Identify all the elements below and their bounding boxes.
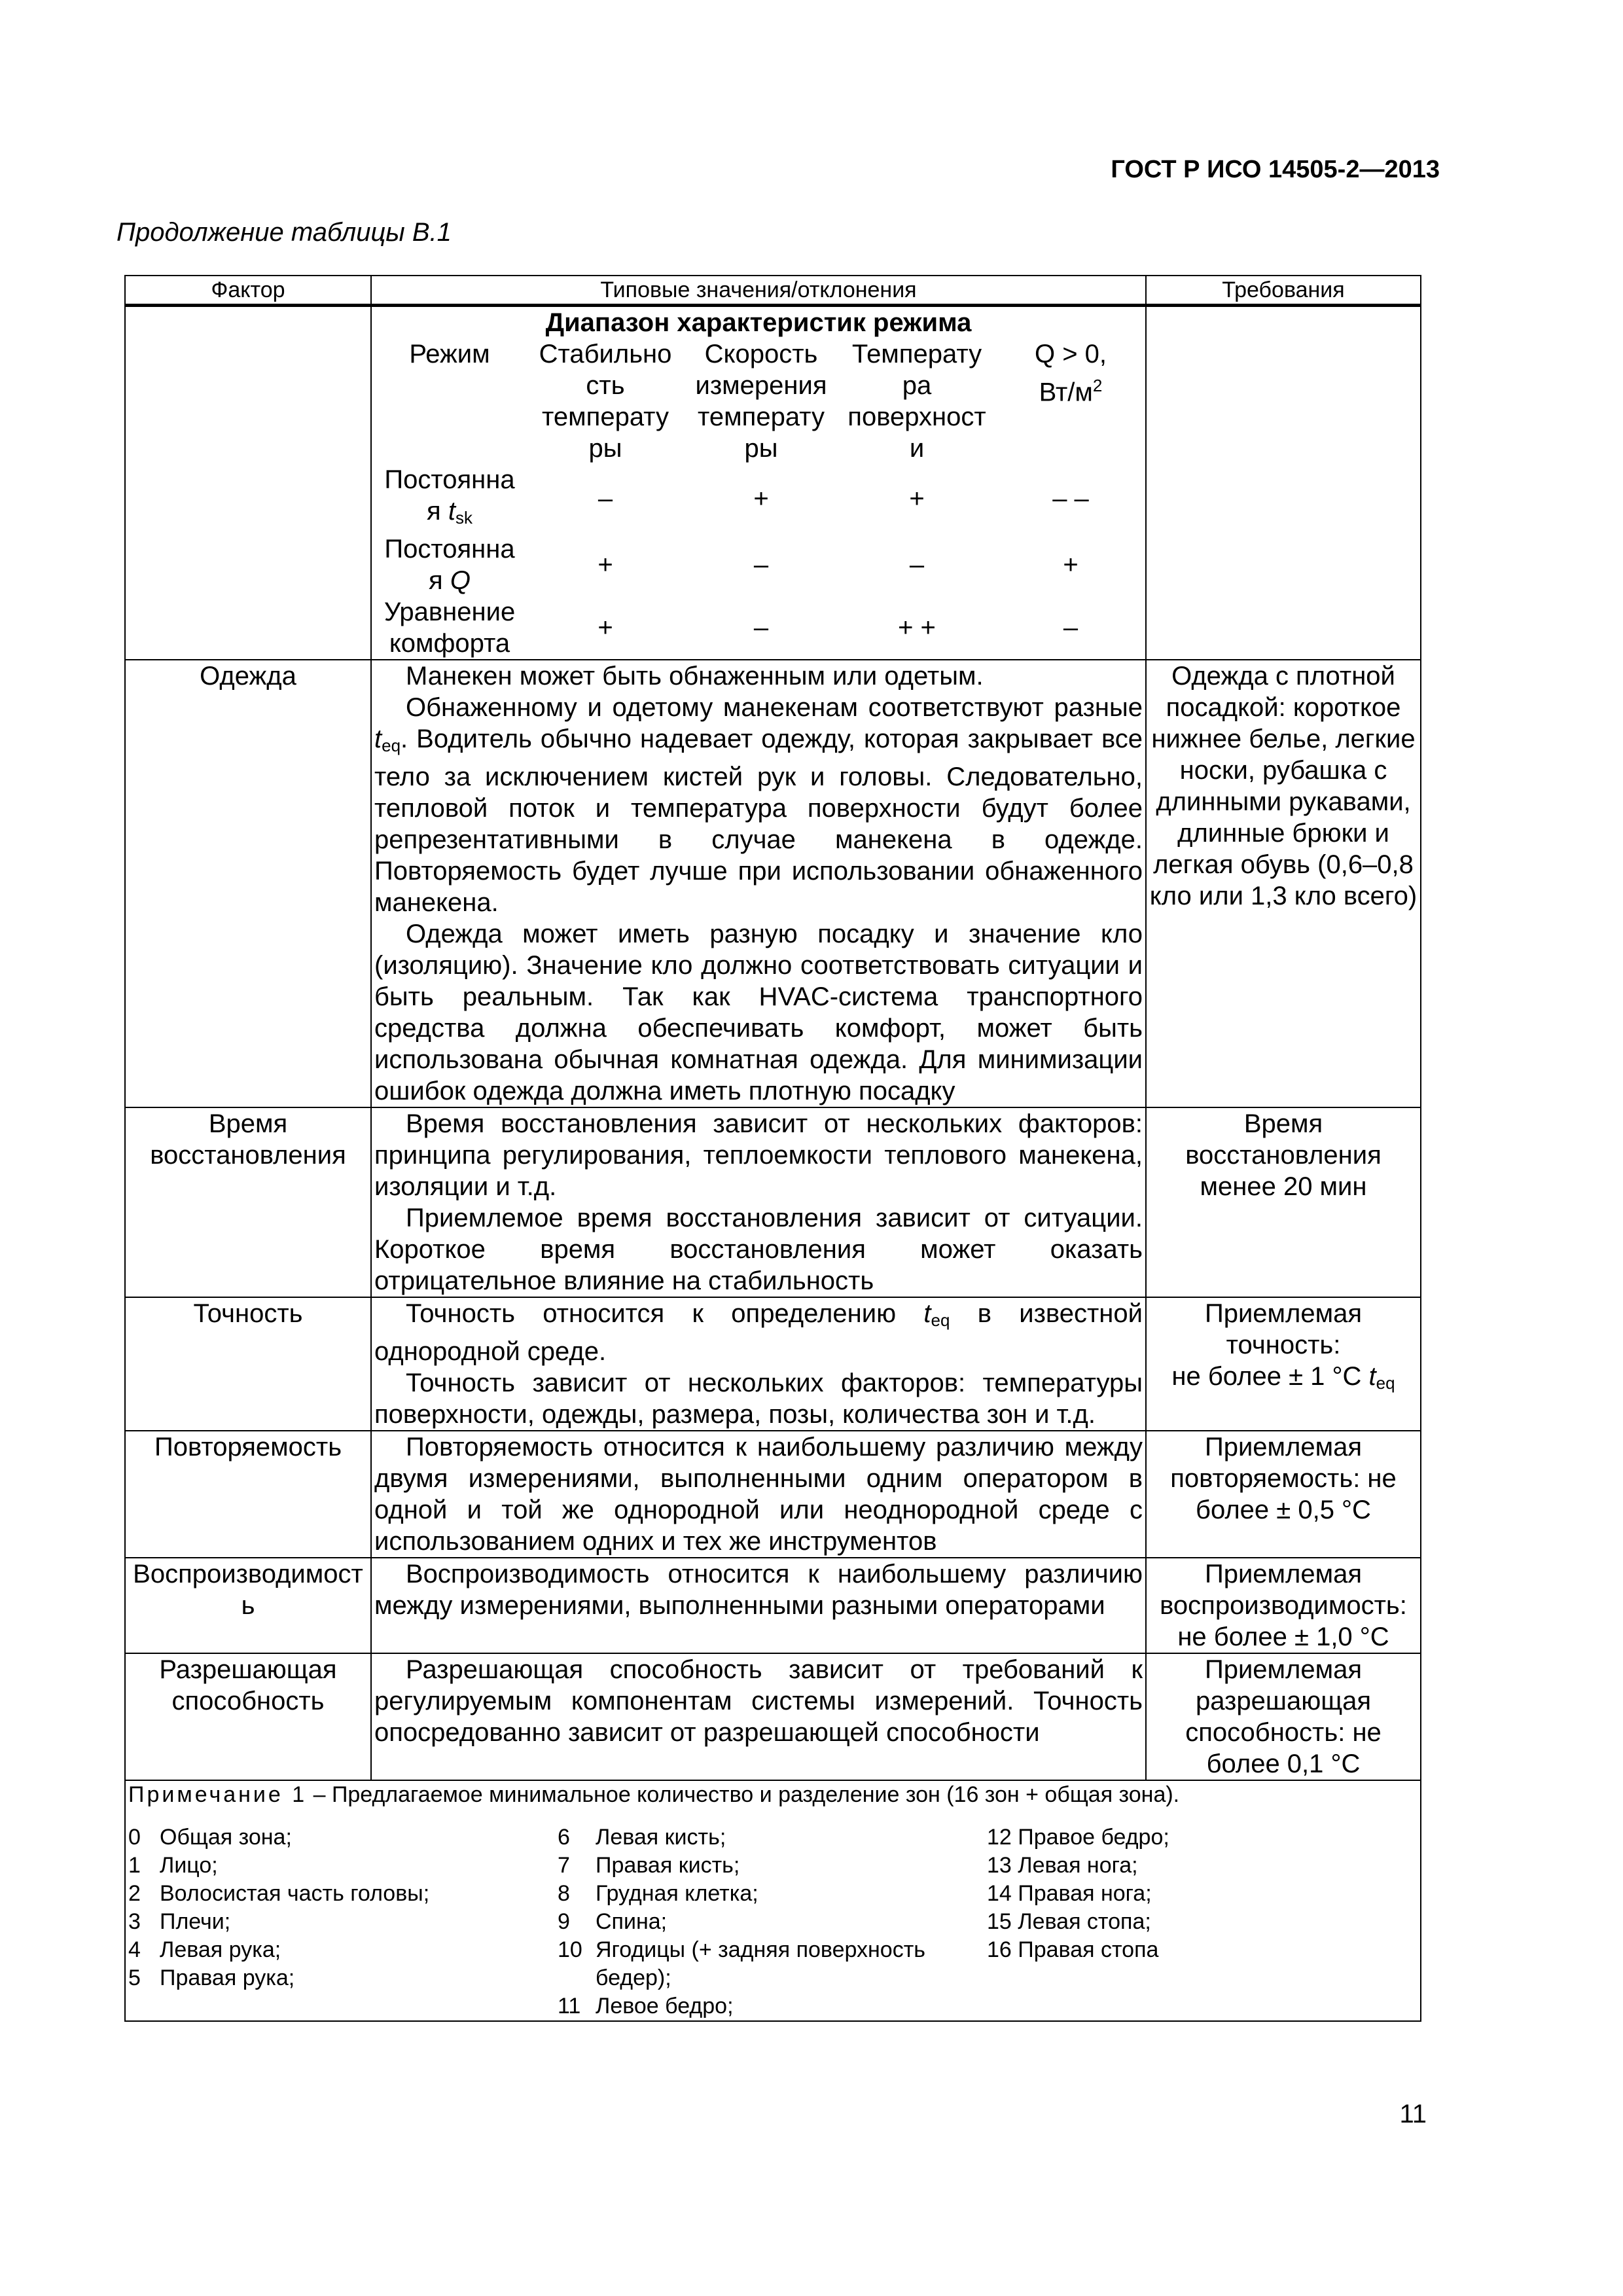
zone-list-item: 10 Ягодицы (+ задняя поверхность бедер); bbox=[558, 1937, 925, 1990]
zone-list-item: 12 Правое бедро; bbox=[987, 1825, 1169, 1850]
mode-header-stability: Стабильно сть температу ры bbox=[539, 340, 672, 463]
requirement-cell bbox=[1146, 306, 1421, 660]
factor-cell: Повторяемость bbox=[125, 1431, 371, 1558]
zone-list-item: 16 Правая стопа bbox=[987, 1937, 1159, 1962]
requirement-cell: Приемлемая повторяемость: не более ± 0,5 °С bbox=[1146, 1431, 1421, 1558]
table-row-reproducibility bbox=[125, 1558, 1421, 1653]
factor-cell: Время восстановления bbox=[125, 1107, 371, 1297]
mode-title: Диапазон характеристик режима bbox=[545, 308, 972, 337]
zone-column bbox=[558, 1823, 987, 2020]
table-row-mode bbox=[125, 306, 1421, 660]
mode-row bbox=[374, 464, 1144, 533]
header-typical-values: Типовые значения/отклонения bbox=[371, 276, 1146, 306]
zone-list bbox=[128, 1823, 1418, 2020]
page-number: 11 bbox=[1399, 2100, 1427, 2128]
zone-list-item: 13 Левая нога; bbox=[987, 1853, 1138, 1878]
mode-header-mode: Режим bbox=[409, 340, 490, 368]
mode-value: – bbox=[909, 550, 925, 579]
zone-list-item: 7 Правая кисть; bbox=[558, 1853, 740, 1878]
header-factor: Фактор bbox=[125, 276, 371, 306]
zone-list-item: 2 Волосистая часть головы; bbox=[128, 1881, 430, 1906]
description-cell: Повторяемость относится к наибольшему различию между двумя измерениями, выполненными одним оператором в одной и той же однородной или неоднородной среде с использованием одних и тех же инструментов bbox=[371, 1431, 1146, 1558]
table-continuation-caption: Продолжение таблицы В.1 bbox=[116, 218, 452, 247]
mode-name: Постоянна я $t_{sk}$ bbox=[384, 465, 515, 528]
note-label: Примечание 1 bbox=[128, 1782, 308, 1807]
mode-value: – – bbox=[1052, 484, 1089, 513]
description-cell: Разрешающая способность зависит от требований к регулируемым компонентам системы измерений. Точность опосредованно зависит от разрешающей способности bbox=[371, 1653, 1146, 1780]
table-row-recovery-time bbox=[125, 1107, 1421, 1297]
mode-header-surface-temp: Температу ра поверхност и bbox=[847, 340, 986, 463]
mode-header-rate: Скорость измерения температу ры bbox=[695, 340, 827, 463]
mode-value: – bbox=[753, 613, 769, 642]
factor-cell: Разрешающая способность bbox=[125, 1653, 371, 1780]
zone-list-item: 0 Общая зона; bbox=[128, 1825, 292, 1850]
zone-list-item: 1 Лицо; bbox=[128, 1853, 218, 1878]
mode-header-row bbox=[374, 338, 1144, 464]
mode-value: + bbox=[597, 550, 613, 579]
mode-value: – bbox=[753, 550, 769, 579]
note-cell bbox=[125, 1780, 1421, 2021]
requirement-cell: Приемлемая точность: не более ± 1 °С $t_{eq}$ bbox=[1146, 1297, 1421, 1431]
mode-value: + bbox=[909, 484, 925, 513]
zone-list-item: 3 Плечи; bbox=[128, 1909, 231, 1934]
note-text: Примечание 1 – Предлагаемое минимальное количество и разделение зон (16 зон + общая зона). bbox=[128, 1782, 1180, 1807]
mode-value: + bbox=[753, 484, 769, 513]
requirements-table bbox=[124, 275, 1421, 2022]
mode-value: – bbox=[1063, 613, 1079, 642]
description-cell: Точность относится к определению $t_{eq}$ в известной однородной среде. Точность зависит от нескольких факторов: температуры поверхности, одежды, размера, позы, количества зон и т.д. bbox=[371, 1297, 1146, 1431]
mode-value: + + bbox=[898, 613, 936, 642]
description-cell: Воспроизводимость относится к наибольшему различию между измерениями, выполненными разными операторами bbox=[371, 1558, 1146, 1653]
header-requirements: Требования bbox=[1146, 276, 1421, 306]
zone-list-item: 4 Левая рука; bbox=[128, 1937, 281, 1962]
table-row-resolution bbox=[125, 1653, 1421, 1780]
description-cell: Манекен может быть обнаженным или одетым. Обнаженному и одетому манекенам соответствуют разные $t_{eq}$. Водитель обычно надевает одежду, которая закрывает все тело за исключением кистей рук и головы. Следовательно, тепловой поток и температура поверхности будут более репрезентативными в случае манекена в одежде. Повторяемость будет лучше при использовании обнаженного манекена. Одежда может иметь разную посадку и значение кло (изоляцию). Значение кло должно соответствовать ситуации и быть реальным. Так как HVAC-система транспортного средства должна обеспечивать комфорт, может быть использована обычная комнатная одежда. Для минимизации ошибок одежда должна иметь плотную посадку bbox=[371, 660, 1146, 1107]
document-code: ГОСТ Р ИСО 14505-2—2013 bbox=[1111, 156, 1440, 183]
zone-list-item: 5 Правая рука; bbox=[128, 1965, 295, 1990]
mode-value: + bbox=[597, 613, 613, 642]
table-row-clothing bbox=[125, 660, 1421, 1107]
factor-cell bbox=[125, 306, 371, 660]
mode-name: Постоянна я Q bbox=[384, 535, 515, 595]
mode-row bbox=[374, 533, 1144, 596]
zone-list-item: 15 Левая стопа; bbox=[987, 1909, 1151, 1934]
requirement-cell: Время восстановления менее 20 мин bbox=[1146, 1107, 1421, 1297]
requirement-cell: Приемлемая воспроизводимость: не более ± 1,0 °С bbox=[1146, 1558, 1421, 1653]
mode-table bbox=[374, 338, 1144, 659]
table-row-accuracy bbox=[125, 1297, 1421, 1431]
mode-name: Уравнение комфорта bbox=[383, 598, 516, 658]
requirement-cell: Приемлемая разрешающая способность: не более 0,1 °С bbox=[1146, 1653, 1421, 1780]
zone-list-item: 8 Грудная клетка; bbox=[558, 1881, 758, 1906]
table-header-row bbox=[125, 276, 1421, 306]
table-row-note bbox=[125, 1780, 1421, 2021]
mode-characteristics-cell bbox=[371, 306, 1146, 660]
zone-list-item: 11 Левое бедро; bbox=[558, 1994, 734, 2018]
factor-cell: Воспроизводимость bbox=[125, 1558, 371, 1653]
zone-list-item: 6 Левая кисть; bbox=[558, 1825, 726, 1850]
zone-list-item: 14 Правая нога; bbox=[987, 1881, 1152, 1906]
mode-value: – bbox=[597, 484, 613, 513]
factor-cell: Точность bbox=[125, 1297, 371, 1431]
mode-row bbox=[374, 596, 1144, 659]
description-cell: Время восстановления зависит от нескольких факторов: принципа регулирования, теплоемкости теплового манекена, изоляции и т.д. Приемлемое время восстановления зависит от ситуации. Короткое время восстановления может оказать отрицательное влияние на стабильность bbox=[371, 1107, 1146, 1297]
table-row-repeatability bbox=[125, 1431, 1421, 1558]
mode-value: + bbox=[1063, 550, 1079, 579]
mode-header-q: Q > 0, $Вт/м^2$ bbox=[1034, 340, 1107, 407]
factor-cell: Одежда bbox=[125, 660, 371, 1107]
requirement-cell: Одежда с плотной посадкой: короткое нижнее белье, легкие носки, рубашка с длинными рукавами, длинные брюки и легкая обувь (0,6–0,8 кло или 1,3 кло всего) bbox=[1146, 660, 1421, 1107]
zone-column bbox=[987, 1823, 1416, 2020]
zone-column bbox=[128, 1823, 558, 2020]
zone-list-item: 9 Спина; bbox=[558, 1909, 668, 1934]
